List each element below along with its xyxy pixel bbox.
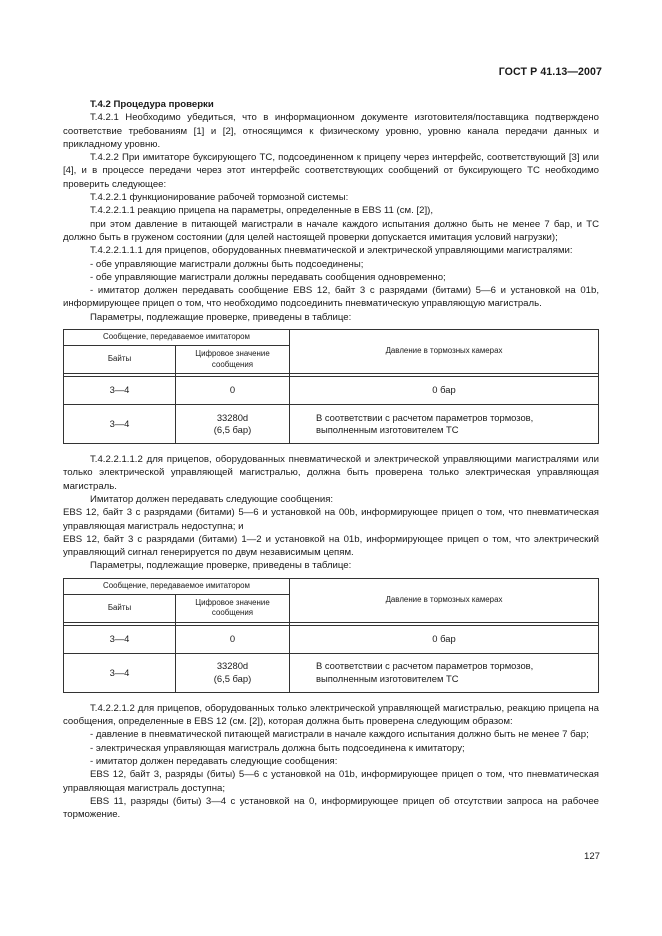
standard-code: ГОСТ Р 41.13—2007	[498, 66, 602, 78]
table-cell-bytes: 3—4	[64, 405, 176, 444]
paragraph: - обе управляющие магистрали должны быть подсоединены;	[90, 258, 364, 270]
paragraph: - имитатор должен передавать следующие сообщения:	[90, 755, 338, 767]
parameters-table-1	[63, 329, 599, 444]
page-number: 127	[583, 851, 600, 862]
table-header-message: Сообщение, передаваемое имитатором	[64, 578, 290, 594]
table-cell-bytes: 3—4	[64, 377, 176, 405]
paragraph: EBS 12, байт 3 с разрядами (битами) 5—6 и установкой на 00b, информирующее прицеп о том, что пневматическая управляющая магистраль недоступна; и	[63, 507, 599, 532]
table-header-message: Сообщение, передаваемое имитатором	[64, 330, 290, 346]
paragraph: Имитатор должен передавать следующие сообщения:	[90, 493, 334, 505]
table-header-value: Цифровое значение сообщения	[176, 594, 290, 622]
table-cell-value: 33280d (6,5 бар)	[176, 653, 290, 692]
paragraph: Параметры, подлежащие проверке, приведены в таблице:	[90, 311, 352, 323]
parameters-table-2	[63, 578, 599, 693]
table-cell-value: 0	[176, 625, 290, 653]
table-header-pressure: Давление в тормозных камерах	[290, 330, 599, 374]
table-header-bytes: Байты	[64, 346, 176, 374]
table-cell-value: 33280d (6,5 бар)	[176, 405, 290, 444]
paragraph: EBS 11, разряды (биты) 3—4 с установкой на 0, информирующее прицеп об отсутствии запроса на рабочее торможение.	[63, 795, 599, 821]
paragraph: Т.4.2.2.1.1 реакцию прицепа на параметры, определенные в EBS 11 (см. [2]),	[90, 205, 433, 217]
table-cell-pressure: В соответствии с расчетом параметров тормозов, выполненным изготовителем ТС	[290, 405, 599, 444]
paragraph: - электрическая управляющая магистраль должна быть подсоединена к имитатору;	[90, 742, 465, 754]
paragraph: Т.4.2.2.1.1.1 для прицепов, оборудованных пневматической и электрической управляющими магистралями:	[90, 245, 573, 257]
table-header-value: Цифровое значение сообщения	[176, 346, 290, 374]
table-row	[64, 653, 599, 692]
section-title: Т.4.2 Процедура проверки	[90, 99, 214, 110]
paragraph: EBS 12, байт 3, разряды (биты) 5—6 с установкой на 01b, информирующее прицеп о том, что пневматическая управляющая магистраль доступна;	[63, 769, 599, 794]
paragraph: - обе управляющие магистрали должны передавать сообщения одновременно;	[90, 271, 446, 283]
paragraph: при этом давление в питающей магистрали в начале каждого испытания должно быть не менее 7 бар, и ТС должно быть в груженом состоянии (для целей настоящей проверки допускается имитация условий нагрузки);	[63, 218, 599, 243]
paragraph: Т.4.2.1 Необходимо убедиться, что в информационном документе изготовителя/поставщика подтверждено соответствие требованиям [1] и [2], относящимся к физическому уровню, уровню канала передачи данных и прикладному уровню.	[63, 112, 599, 150]
page-content	[63, 98, 599, 821]
table-row	[64, 405, 599, 444]
paragraph: Параметры, подлежащие проверке, приведены в таблице:	[90, 560, 352, 572]
table-header-bytes: Байты	[64, 594, 176, 622]
table-cell-pressure: В соответствии с расчетом параметров тормозов, выполненным изготовителем ТС	[290, 653, 599, 692]
paragraph: EBS 12, байт 3 с разрядами (битами) 1—2 и установкой на 01b, информирующее прицеп о том, что электрический управляющий сигнал генерируется по двум независимым цепям.	[63, 533, 599, 559]
paragraph: - давление в пневматической питающей магистрали в начале каждого испытания должно быть не менее 7 бар;	[90, 729, 589, 741]
table-row	[64, 377, 599, 405]
paragraph: Т.4.2.2.1.2 для прицепов, оборудованных только электрической управляющей магистралью, реакцию прицепа на сообщения, определенные в EBS 12 (см. [2]), которая должна быть проверена следующим образом:	[63, 702, 599, 728]
table-header-pressure: Давление в тормозных камерах	[290, 578, 599, 622]
table-row	[64, 625, 599, 653]
table-cell-value: 0	[176, 377, 290, 405]
paragraph: Т.4.2.2.1.1.2 для прицепов, оборудованных пневматической и электрической управляющими магистралями или только электрической управляющей магистралью, должна быть проверена только электрическая управляющая магистраль.	[63, 454, 599, 492]
table-cell-bytes: 3—4	[64, 653, 176, 692]
paragraph: Т.4.2.2.1 функционирование рабочей тормозной системы:	[90, 192, 349, 204]
table-cell-pressure: 0 бар	[290, 625, 599, 653]
paragraph: - имитатор должен передавать сообщение EBS 12, байт 3 с разрядами (битами) 5—6 и установкой на 01b, информирующее прицеп о том, что необходимо подсоединить пневматическую управляющую магистраль.	[63, 285, 599, 310]
table-cell-pressure: 0 бар	[290, 377, 599, 405]
paragraph: Т.4.2.2 При имитаторе буксирующего ТС, подсоединенном к прицепу через интерфейс, соответствующий [3] или [4], и в процессе передачи через этот интерфейс соответствующих сообщений от буксирующего ТС необходимо проверить следующее:	[63, 152, 599, 190]
table-cell-bytes: 3—4	[64, 625, 176, 653]
